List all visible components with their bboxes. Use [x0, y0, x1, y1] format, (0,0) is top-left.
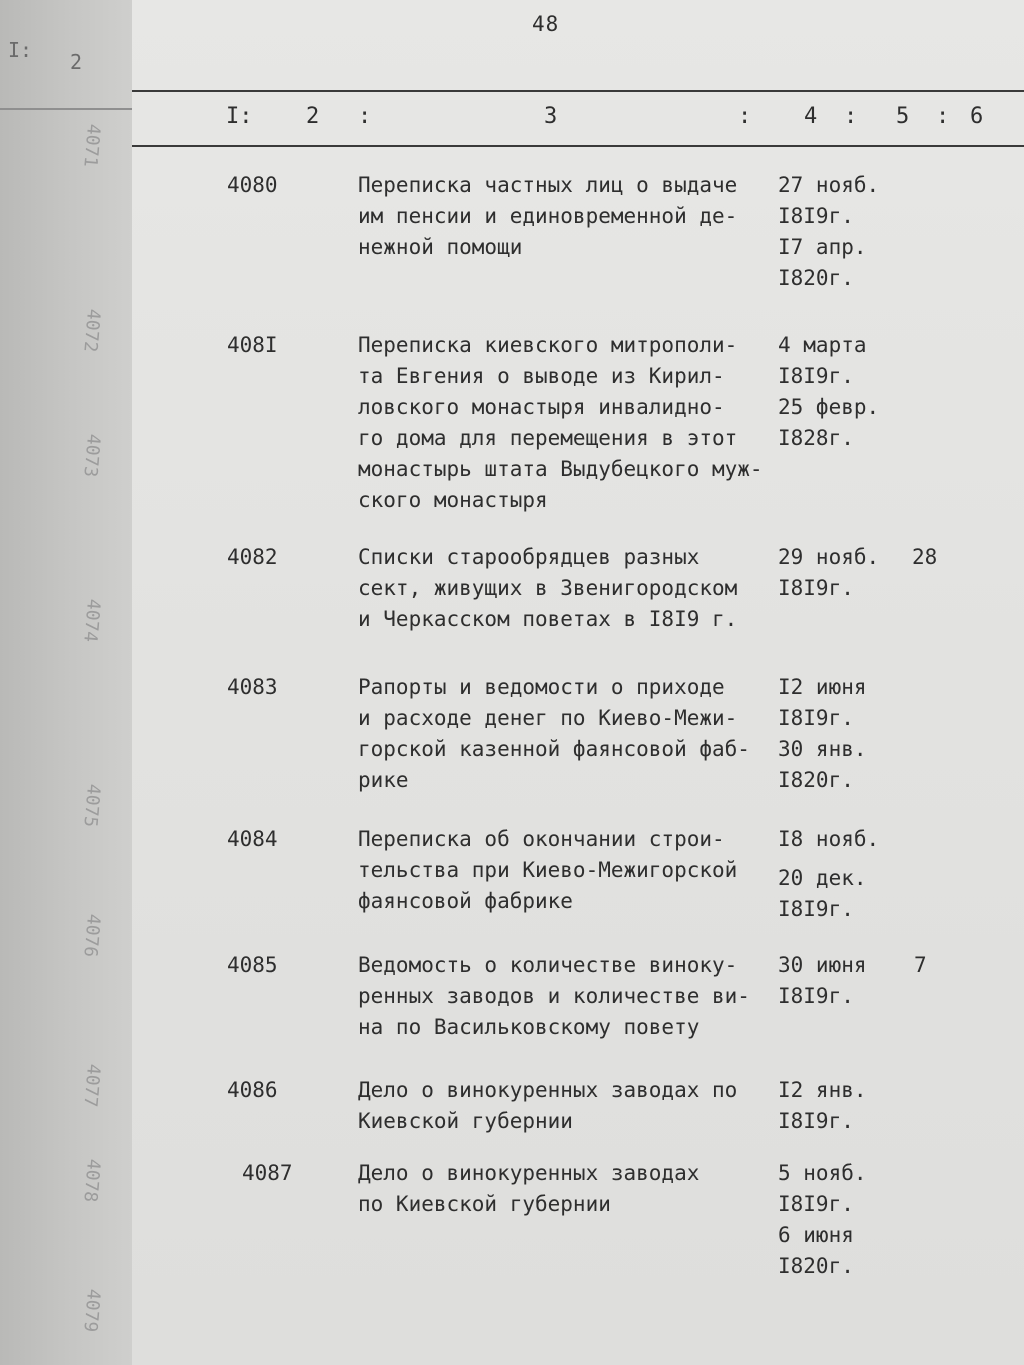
sheet-count: 28	[912, 545, 938, 569]
date-line: 20 дек.	[778, 866, 867, 890]
date-line: 25 февр.	[778, 395, 880, 419]
entry-dates	[778, 672, 908, 796]
date-line: I2 июня	[778, 675, 867, 699]
date-line: I820г.	[778, 266, 854, 290]
entry-number: 4082	[227, 545, 278, 569]
title-line: рике	[358, 768, 409, 792]
date-line: 30 янв.	[778, 737, 867, 761]
entry-number: 4087	[242, 1161, 293, 1185]
title-line: горской казенной фаянсовой фаб-	[358, 737, 750, 761]
entry-title	[358, 1158, 778, 1220]
date-line: I820г.	[778, 768, 854, 792]
column-header-3: 3	[544, 104, 558, 129]
entry-title	[358, 950, 778, 1043]
title-line: нежной помощи	[358, 235, 523, 259]
entry-title	[358, 330, 778, 516]
entry-number: 4086	[227, 1078, 278, 1102]
date-line: I8I9г.	[778, 576, 854, 600]
date-line: I8I9г.	[778, 1109, 854, 1133]
ghost-number: 4079	[79, 1287, 105, 1334]
title-line: по Киевской губернии	[358, 1192, 611, 1216]
date-line: 27 нояб.	[778, 173, 880, 197]
entry-dates	[778, 170, 908, 294]
date-line: I820г.	[778, 1254, 854, 1278]
prev-page-col-2: 2	[70, 50, 83, 74]
title-line: Дело о винокуренных заводах	[358, 1161, 700, 1185]
column-header-5: 5	[896, 104, 910, 129]
column-header-6: 6	[970, 104, 984, 129]
column-separator: :	[738, 104, 752, 129]
date-line: I8I9г.	[778, 984, 854, 1008]
title-line: и расходе денег по Киево-Межи-	[358, 706, 738, 730]
title-line: ловского монастыря инвалидно-	[358, 395, 725, 419]
date-line: I8I9г.	[778, 897, 854, 921]
date-line: I2 янв.	[778, 1078, 867, 1102]
date-line: 4 марта	[778, 333, 867, 357]
date-line	[778, 855, 908, 863]
document-page	[132, 0, 1024, 1365]
entry-number: 4083	[227, 675, 278, 699]
title-line: го дома для перемещения в этот	[358, 426, 738, 450]
entry-number: 408I	[227, 333, 278, 357]
header-rule-top	[132, 90, 1024, 92]
title-line: Переписка об окончании строи-	[358, 827, 725, 851]
title-line: Дело о винокуренных заводах по	[358, 1078, 738, 1102]
ghost-number: 4073	[79, 432, 105, 479]
entry-title	[358, 672, 778, 796]
entry-title	[358, 542, 778, 635]
entry-dates	[778, 824, 908, 925]
page-number: 48	[532, 12, 560, 36]
title-line: ского монастыря	[358, 488, 548, 512]
date-line: I7 апр.	[778, 235, 867, 259]
date-line: I8I9г.	[778, 1192, 854, 1216]
sheet-count: 7	[914, 953, 927, 977]
date-line: 29 нояб.	[778, 545, 880, 569]
entry-number: 4084	[227, 827, 278, 851]
title-line: и Черкасском поветах в I8I9 г.	[358, 607, 738, 631]
title-line: фаянсовой фабрике	[358, 889, 573, 913]
title-line: им пенсии и единовременной де-	[358, 204, 738, 228]
date-line: I8I9г.	[778, 364, 854, 388]
title-line: ренных заводов и количестве ви-	[358, 984, 750, 1008]
entry-title	[358, 170, 778, 263]
title-line: Рапорты и ведомости о приходе	[358, 675, 725, 699]
date-line: 30 июня	[778, 953, 867, 977]
header-rule-bottom	[132, 145, 1024, 147]
entry-dates	[778, 542, 908, 604]
ghost-number: 4078	[79, 1157, 105, 1204]
entry-title	[358, 1075, 778, 1137]
date-line: 6 июня	[778, 1223, 854, 1247]
title-line: монастырь штата Выдубецкого муж-	[358, 457, 763, 481]
column-separator: :	[936, 104, 950, 129]
date-line: 5 нояб.	[778, 1161, 867, 1185]
column-separator: :	[358, 104, 372, 129]
title-line: Киевской губернии	[358, 1109, 573, 1133]
date-line: I8I9г.	[778, 706, 854, 730]
date-line: I828г.	[778, 426, 854, 450]
entry-dates	[778, 330, 908, 454]
previous-page-edge	[0, 0, 133, 1365]
column-header-2: 2	[306, 104, 320, 129]
ghost-number: 4074	[79, 597, 105, 644]
date-line: I8I9г.	[778, 204, 854, 228]
ghost-number: 4075	[79, 782, 105, 829]
date-line: I8 нояб.	[778, 827, 880, 851]
title-line: Списки старообрядцев разных	[358, 545, 700, 569]
title-line: та Евгения о выводе из Кирил-	[358, 364, 725, 388]
title-line: тельства при Киево-Межигорской	[358, 858, 738, 882]
entry-number: 4080	[227, 173, 278, 197]
prev-page-col-1: I:	[8, 38, 33, 62]
ghost-number: 4076	[79, 912, 105, 959]
title-line: Ведомость о количестве винокy-	[358, 953, 738, 977]
ghost-number: 4071	[79, 122, 105, 169]
entry-title	[358, 824, 778, 917]
ghost-number: 4072	[79, 307, 105, 354]
title-line: сект, живущих в Звенигородском	[358, 576, 738, 600]
entry-dates	[778, 1158, 908, 1282]
title-line: Переписка киевского митрополи-	[358, 333, 738, 357]
title-line: на по Васильковскому повету	[358, 1015, 700, 1039]
title-line: Переписка частных лиц о выдаче	[358, 173, 738, 197]
entry-number: 4085	[227, 953, 278, 977]
column-header-4: 4	[804, 104, 818, 129]
entry-dates	[778, 1075, 908, 1137]
column-header-1: I:	[226, 104, 253, 129]
ghost-number: 4077	[79, 1062, 105, 1109]
entry-dates	[778, 950, 908, 1012]
prev-page-rule	[0, 108, 132, 110]
column-separator: :	[844, 104, 858, 129]
